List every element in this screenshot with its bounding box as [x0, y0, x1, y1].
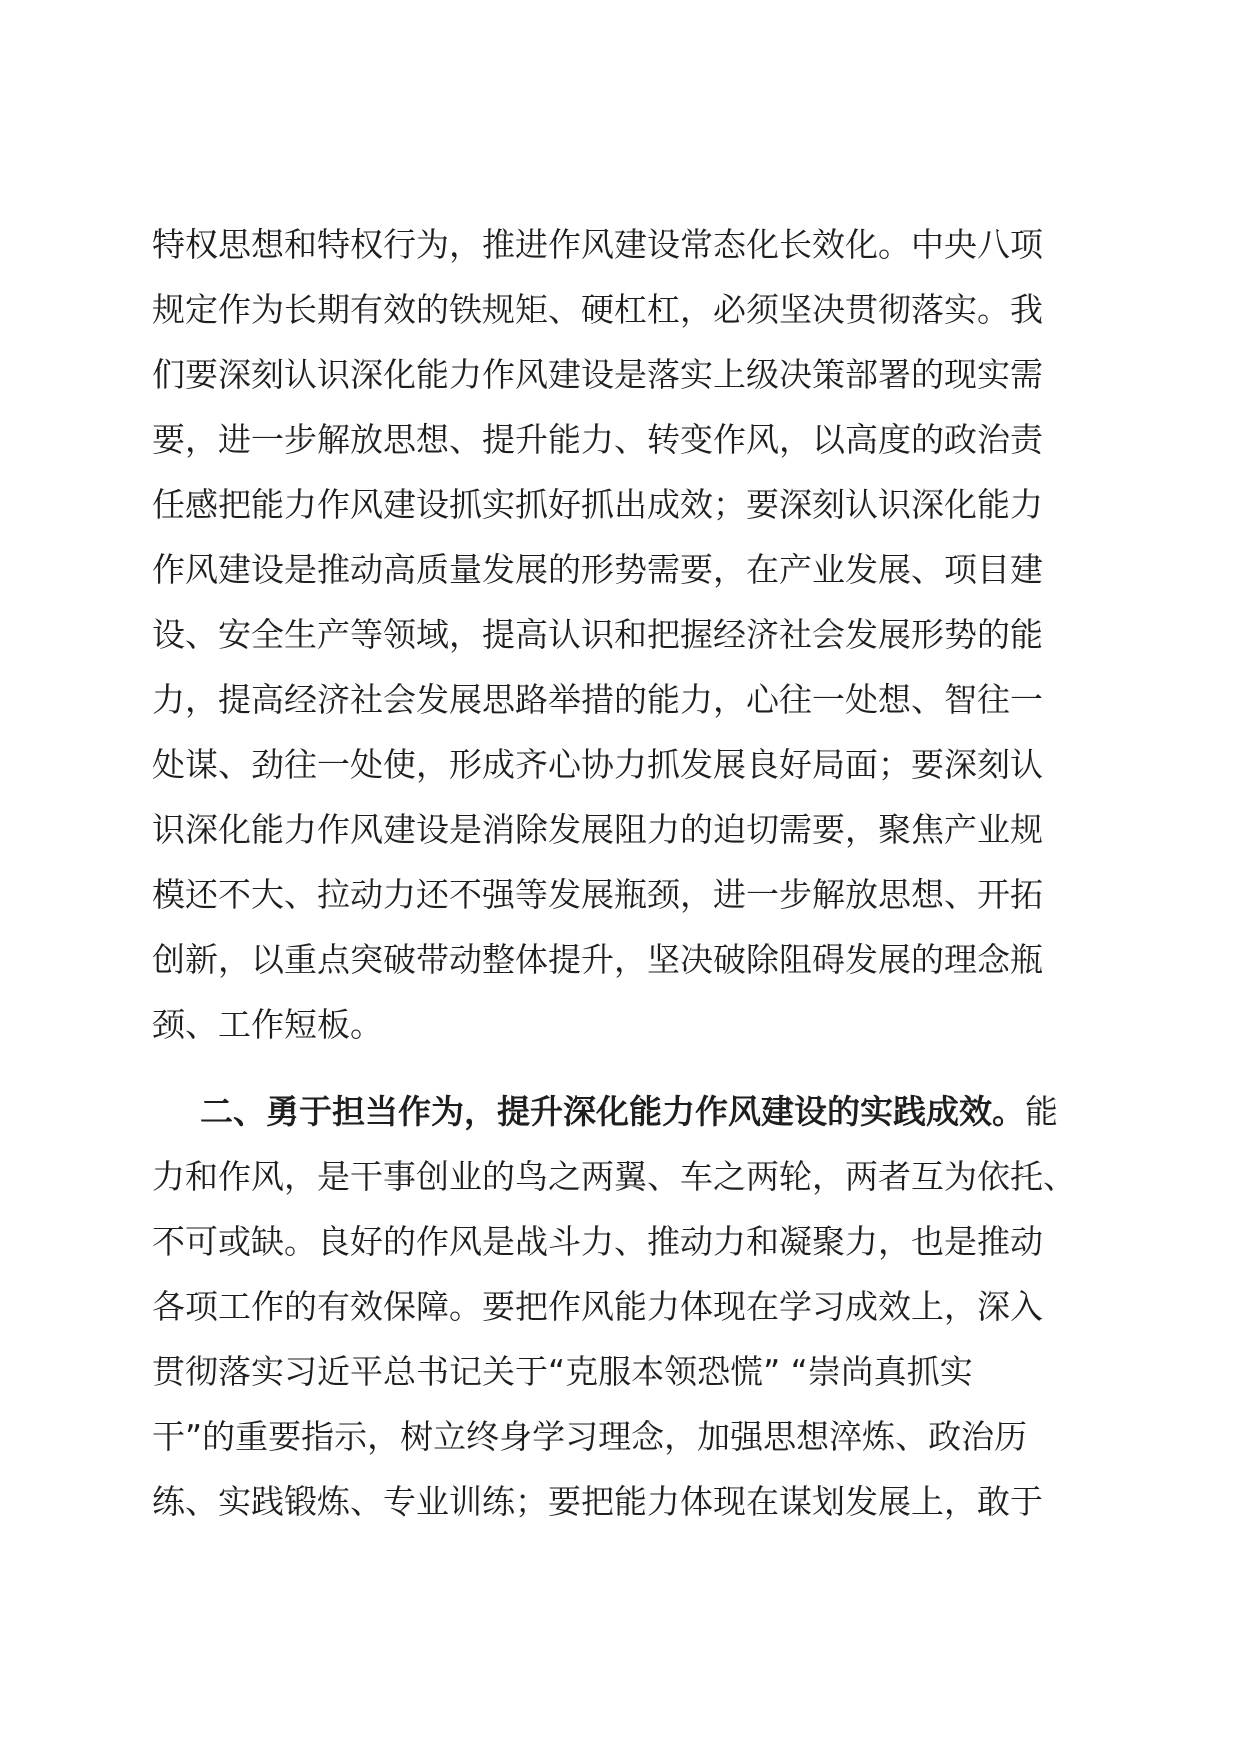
paragraph-2-line: 力和作风，是干事创业的鸟之两翼、车之两轮，两者互为依托、 — [152, 1157, 1076, 1196]
paragraph-1-line: 特权思想和特权行为，推进作风建设常态化长效化。中央八项 — [152, 225, 1043, 264]
paragraph-gap — [152, 1057, 1092, 1079]
paragraph-2 — [152, 1079, 1092, 1534]
paragraph-1-line: 设、安全生产等领域，提高认识和把握经济社会发展形势的能 — [152, 615, 1043, 654]
paragraph-1-line: 颈、工作短板。 — [152, 1005, 383, 1044]
paragraph-2-line: 各项工作的有效保障。要把作风能力体现在学习成效上，深入 — [152, 1287, 1043, 1326]
paragraph-1-line: 作风建设是推动高质量发展的形势需要，在产业发展、项目建 — [152, 550, 1043, 589]
paragraph-1-line: 们要深刻认识深化能力作风建设是落实上级决策部署的现实需 — [152, 355, 1043, 394]
paragraph-2-line: 练、实践锻炼、专业训练；要把能力体现在谋划发展上，敢于 — [152, 1482, 1043, 1521]
paragraph-2-first-line-rest: 能 — [1025, 1092, 1058, 1131]
paragraph-1-line: 要，进一步解放思想、提升能力、转变作风，以高度的政治责 — [152, 420, 1043, 459]
paragraph-2-line: 不可或缺。良好的作风是战斗力、推动力和凝聚力，也是推动 — [152, 1222, 1043, 1261]
paragraph-1-line: 力，提高经济社会发展思路举措的能力，心往一处想、智往一 — [152, 680, 1043, 719]
paragraph-1 — [152, 212, 1092, 1057]
paragraph-1-line: 创新，以重点突破带动整体提升，坚决破除阻碍发展的理念瓶 — [152, 940, 1043, 979]
section-heading: 二、勇于担当作为，提升深化能力作风建设的实践成效。 — [200, 1092, 1025, 1131]
paragraph-1-line: 模还不大、拉动力还不强等发展瓶颈，进一步解放思想、开拓 — [152, 875, 1043, 914]
document-page — [152, 212, 1092, 1534]
paragraph-1-line: 处谋、劲往一处使，形成齐心协力抓发展良好局面；要深刻认 — [152, 745, 1043, 784]
paragraph-1-line: 识深化能力作风建设是消除发展阻力的迫切需要，聚焦产业规 — [152, 810, 1043, 849]
paragraph-2-first-line — [152, 1079, 1092, 1144]
paragraph-1-line: 规定作为长期有效的铁规矩、硬杠杠，必须坚决贯彻落实。我 — [152, 290, 1043, 329]
paragraph-2-line: 贯彻落实习近平总书记关于“克服本领恐慌” “崇尚真抓实 — [152, 1352, 973, 1391]
paragraph-1-line: 任感把能力作风建设抓实抓好抓出成效；要深刻认识深化能力 — [152, 485, 1043, 524]
paragraph-2-line: 干”的重要指示，树立终身学习理念，加强思想淬炼、政治历 — [152, 1417, 1028, 1456]
